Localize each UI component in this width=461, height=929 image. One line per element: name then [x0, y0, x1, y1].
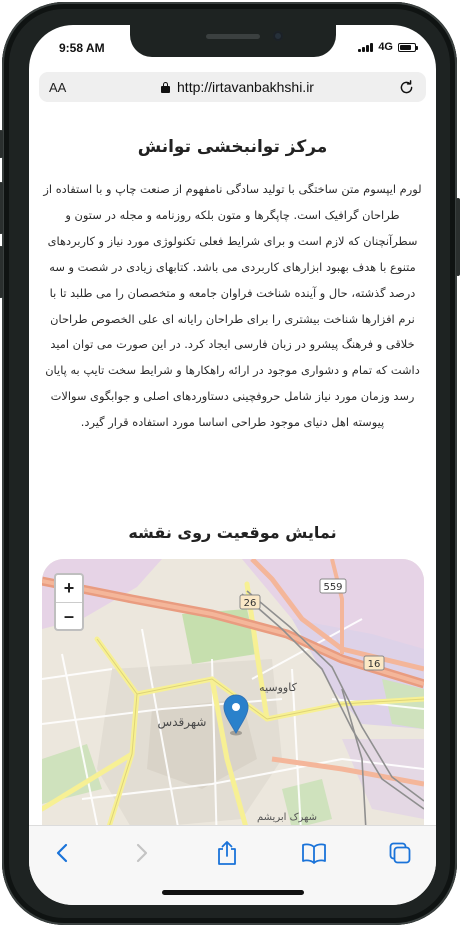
power-button [456, 198, 460, 276]
volume-up-button [0, 182, 3, 234]
page-body-text: لورم ایپسوم متن ساختگی با تولید سادگی نامفهوم از صنعت چاپ و با استفاده از طراحان گرافیک است. چاپگرها و متون بلکه روزنامه و مجله در ستون و سطرآنچنان که لازم است و برای شرایط فعلی تکنولوژی مورد نیاز و کاربردهای متنوع با هدف بهبود ابزارهای کاربردی می باشد. کتابهای زیادی در شصت و سه درصد گذشته، حال و آینده شناخت فراوان جامعه و متخصصان را می طلبد تا با نرم افزارها شناخت بیشتری را برای طراحان رایانه ای علی الخصوص طراحان خلاقی و فرهنگ پیشرو در زبان فارسی ایجاد کرد. در این صورت می توان امید داشت که تمام و دشواری موجود در ارائه راهکارها و شرایط سخت تایپ به پایان رسد وزمان مورد نیاز شامل حروفچینی دستاوردهای اصلی و جوابگوی سوالات پیوسته اهل دنیای موجود طراحی اساسا مورد استفاده قرار گیرد. [43, 182, 422, 430]
road-shield-26: 26 [243, 598, 257, 609]
district-label-shahr-ghods: شهرقدس [157, 715, 207, 729]
network-label: 4G [378, 41, 393, 53]
phone-frame [2, 2, 457, 925]
volume-down-button [0, 246, 3, 298]
status-indicators [358, 41, 416, 53]
signal-icon [358, 43, 373, 52]
share-icon[interactable] [212, 838, 242, 868]
zoom-control [54, 573, 84, 631]
reload-icon[interactable] [396, 77, 416, 97]
speaker [206, 34, 260, 39]
mute-switch [0, 130, 3, 158]
tabs-icon[interactable] [385, 838, 415, 868]
district-label-abrisham: شهرک ابریشم [256, 812, 318, 823]
bookmarks-icon[interactable] [299, 838, 329, 868]
road-shield-16: 16 [367, 659, 381, 670]
address-bar[interactable] [39, 72, 426, 102]
notch [130, 25, 336, 57]
text-size-button[interactable]: AA [49, 79, 67, 95]
front-camera [273, 31, 283, 41]
road-shield-559: 559 [323, 582, 343, 593]
url-text: http://irtavanbakhshi.ir [177, 79, 314, 95]
battery-icon [398, 43, 416, 52]
back-icon[interactable] [47, 838, 77, 868]
map-view[interactable] [42, 559, 424, 825]
zoom-out-button[interactable]: – [63, 606, 74, 626]
map-tiles [42, 559, 424, 825]
district-label-kavousieh: کاووسیه [259, 681, 297, 694]
page-title: مرکز توانبخشی توانش [137, 137, 328, 157]
lock-icon [161, 82, 170, 93]
screen [29, 25, 436, 905]
status-time: 9:58 AM [59, 41, 105, 55]
url-field[interactable] [79, 79, 396, 95]
zoom-in-button[interactable]: + [63, 578, 75, 598]
web-content [29, 107, 436, 825]
map-section-title: نمایش موقعیت روی نقشه [128, 523, 337, 542]
home-indicator[interactable] [162, 890, 304, 895]
forward-icon[interactable] [127, 838, 157, 868]
